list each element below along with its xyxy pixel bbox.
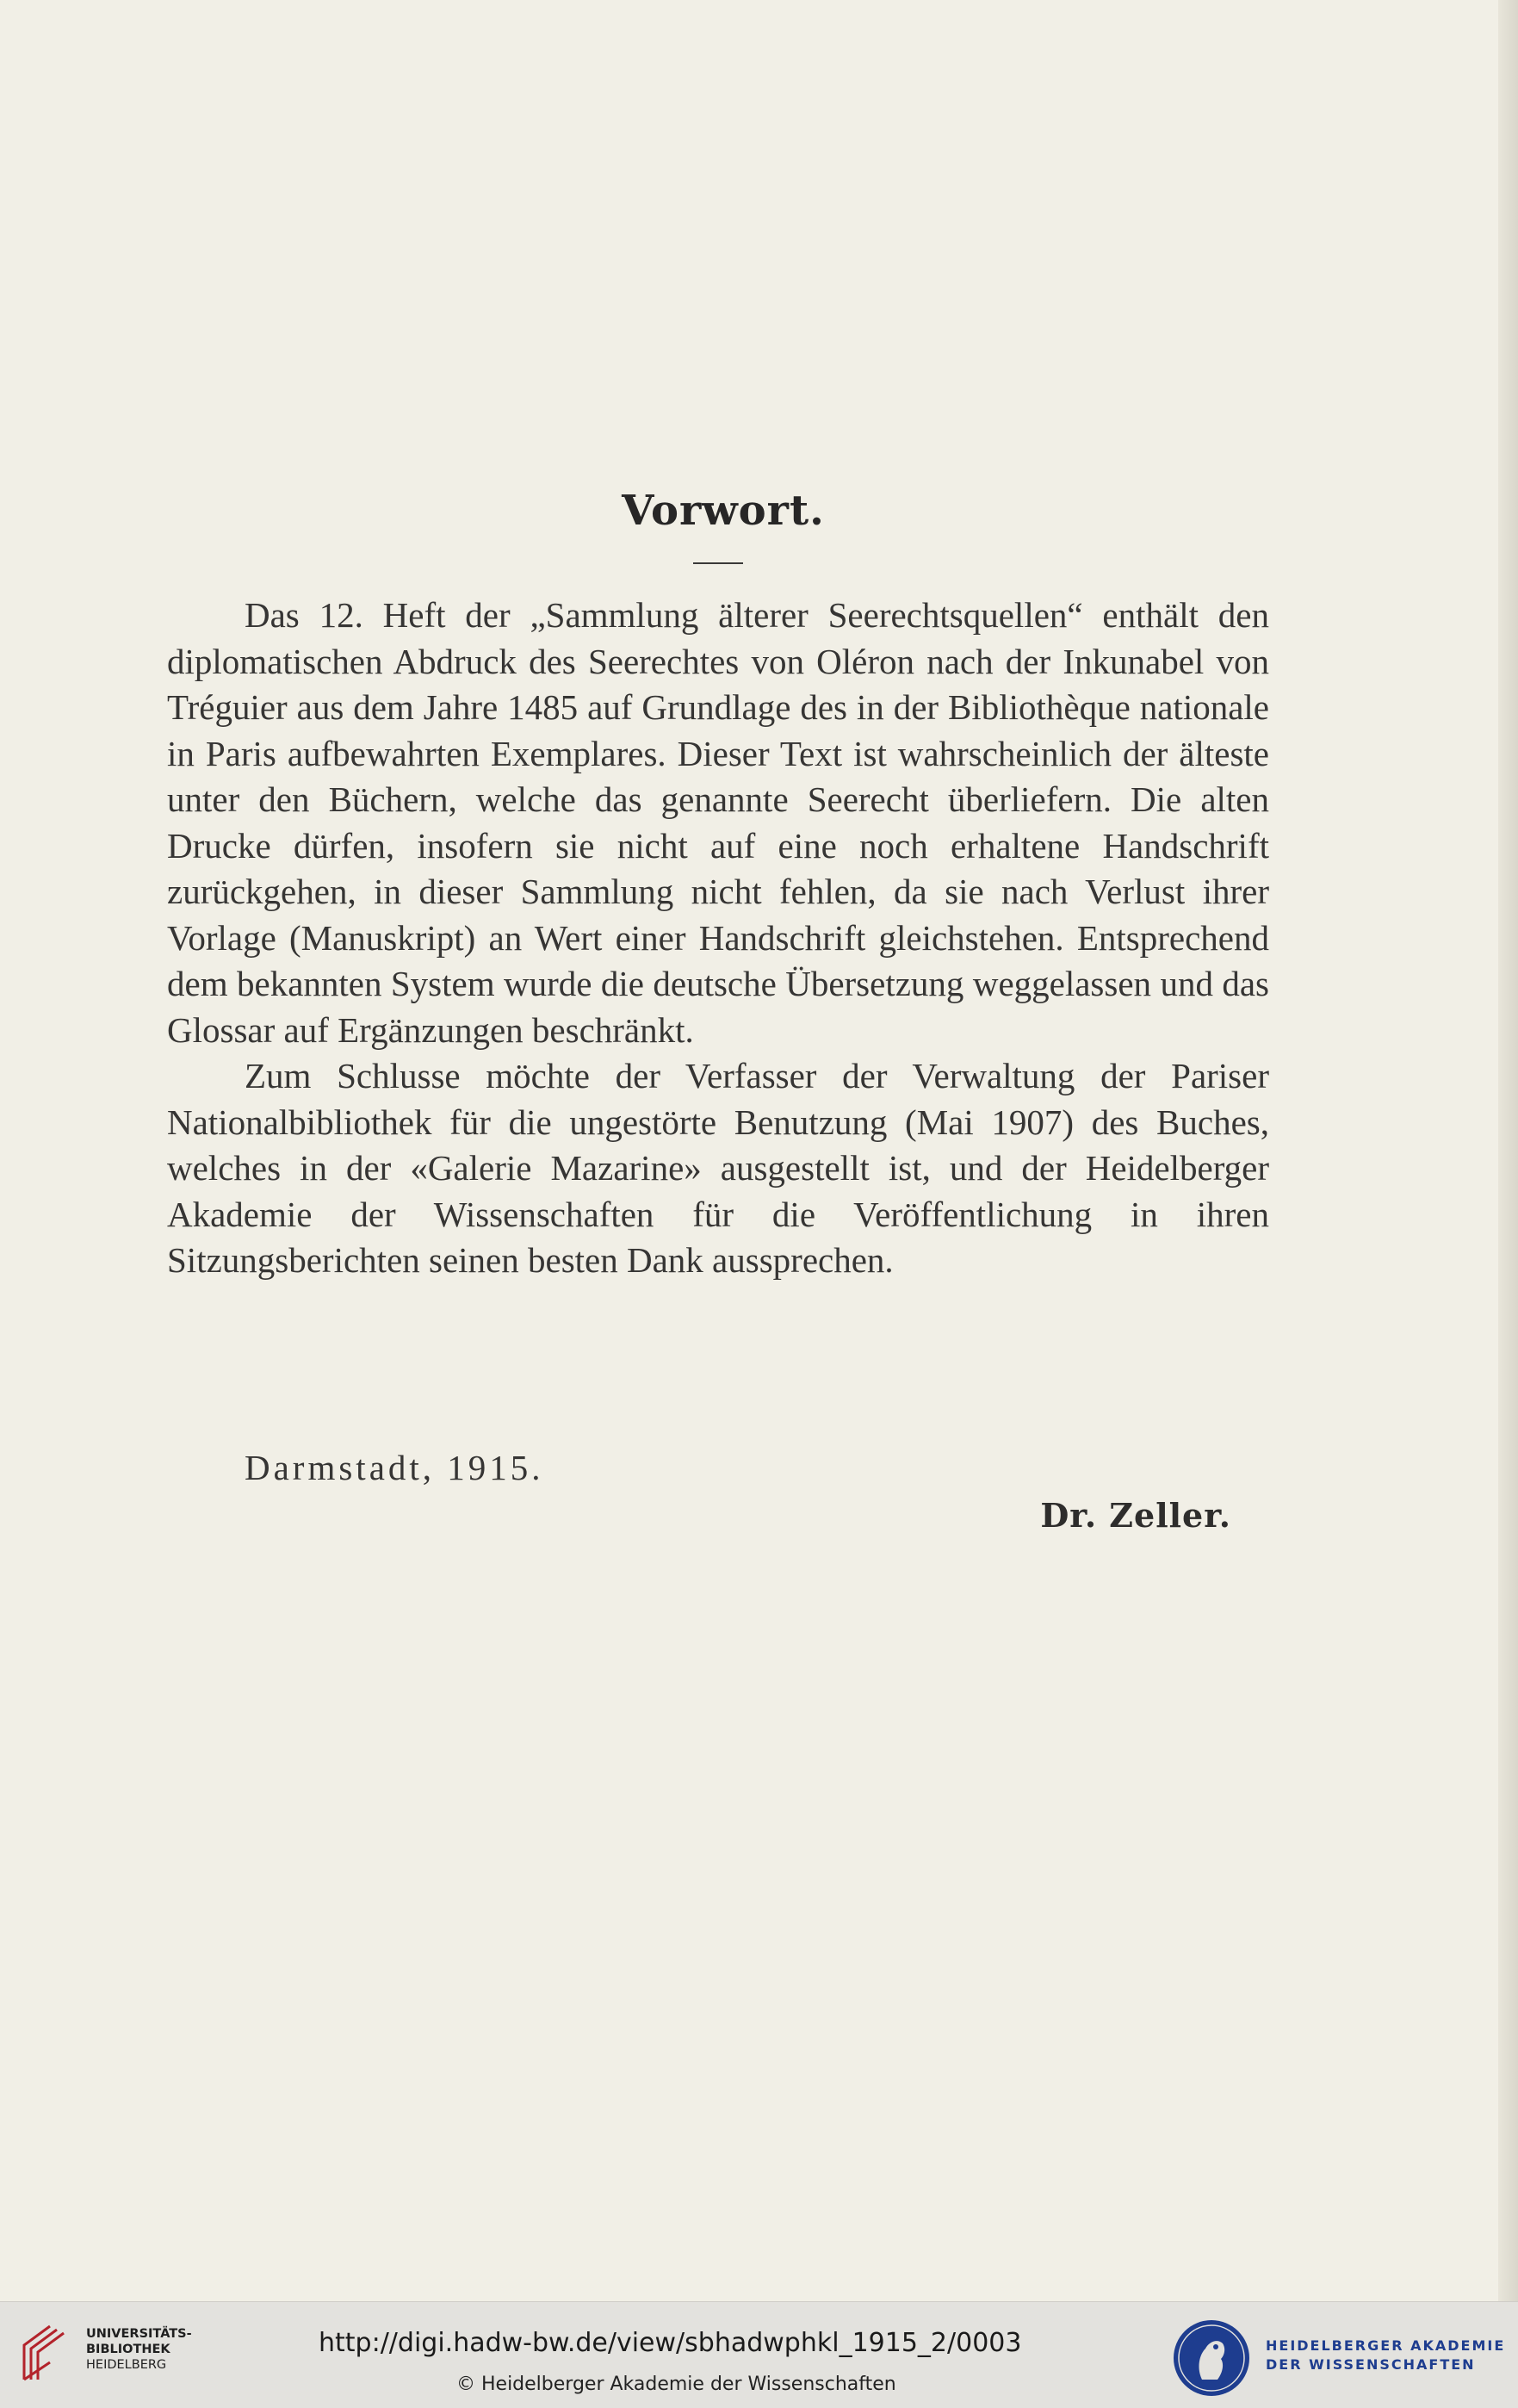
academy-name	[1266, 2337, 1505, 2374]
library-name-line-1: UNIVERSITÄTS-	[86, 2327, 192, 2341]
copyright-notice: © Heidelberger Akademie der Wissenschaften	[456, 2374, 896, 2395]
document-url-link[interactable]: http://digi.hadw-bw.de/view/sbhadwphkl_1915_2/0003	[319, 2328, 1022, 2358]
page-edge-shadow	[1498, 0, 1518, 2301]
paragraph-1: Das 12. Heft der „Sammlung älterer Seerechtsquellen“ enthält den diplomatischen Abdruck des Seerechtes von Oléron nach der Inkunabel von Tréguier aus dem Jahre 1485 auf Grundlage des in der Bibliothèque nationale in Paris aufbewahrten Exemplares. Dieser Text ist wahrscheinlich der älteste unter den Büchern, welche das genannte Seerecht überliefern. Die alten Drucke dürfen, insofern sie nicht auf eine noch erhaltene Handschrift zurückgehen, in dieser Sammlung nicht fehlen, da sie nach Verlust ihrer Vorlage (Manuskript) an Wert einer Handschrift gleichstehen. Entsprechend dem bekannten System wurde die deutsche Übersetzung weggelassen und das Glossar auf Ergänzungen beschränkt.	[167, 595, 1269, 1050]
paragraph-2: Zum Schlusse möchte der Verfasser der Verwaltung der Pariser Nationalbibliothek für die ungestörte Benutzung (Mai 1907) des Buches, welches in der «Galerie Mazarine» ausgestellt ist, und der Heidelberger Akademie der Wissenschaften für die Veröffentlichung in ihren Sitzungsberichten seinen besten Dank aussprechen.	[167, 1056, 1269, 1280]
library-name-line-3: HEIDELBERG	[86, 2358, 167, 2372]
university-library-logo-icon	[15, 2319, 76, 2388]
library-name-line-2: BIBLIOTHEK	[86, 2343, 170, 2356]
author-signature: Dr. Zeller.	[1040, 1496, 1231, 1535]
body-text	[167, 593, 1269, 1284]
viewer-footer	[0, 2301, 1518, 2408]
page-title: Vorwort.	[622, 487, 825, 535]
title-divider	[693, 562, 743, 564]
place-and-date: Darmstadt, 1915.	[245, 1448, 544, 1487]
academy-name-line-1: HEIDELBERGER AKADEMIE	[1266, 2337, 1506, 2354]
academy-name-line-2: DER WISSENSCHAFTEN	[1266, 2356, 1476, 2373]
university-library-name	[86, 2326, 192, 2373]
academy-seal-icon	[1171, 2318, 1252, 2399]
